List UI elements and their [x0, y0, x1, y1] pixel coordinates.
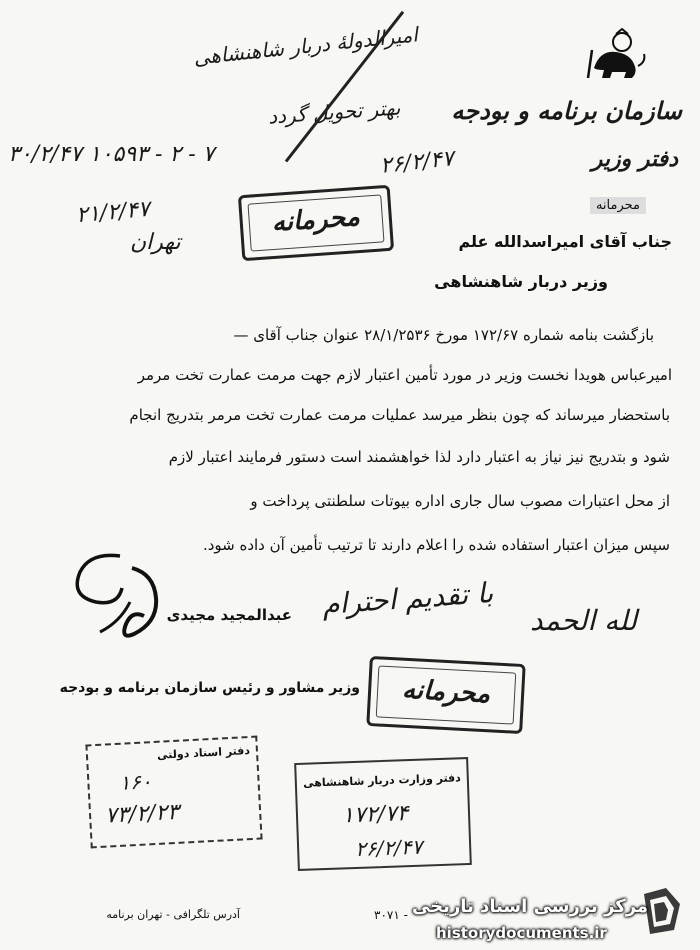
body-line-6: سپس میزان اعتبار استفاده شده را اعلام دارند تا ترتیب تأمین آن داده شود.: [202, 536, 670, 554]
confidential-stamp-top: محرمانه: [238, 185, 394, 261]
watermark-title: مرکز بررسی اسناد تاریخی: [412, 896, 649, 917]
handwritten-note-bottom: لله الحمد: [530, 604, 637, 637]
recipient-name: جناب آقای امیراسدالله علم: [458, 232, 672, 251]
receipt-stamp-left: دفتر اسناد دولتی ۱۶۰ ۷۳/۲/۲۳: [85, 736, 262, 849]
org-name: سازمان برنامه و بودجه: [451, 96, 682, 125]
handwritten-note-line1: امیرالدولهٔ دربار شاهنشاهی: [192, 22, 419, 70]
body-line-5: از محل اعتبارات مصوب سال جاری اداره بیوتات سلطنتی پرداخت و: [250, 492, 670, 510]
body-line-2: امیرعباس هویدا نخست وزیر در مورد تأمین اعتبار لازم جهت مرمت عمارت تخت مرمر: [137, 366, 672, 384]
recipient-title: وزیر دربار شاهنشاهی: [434, 272, 608, 291]
phone-number: ۳۰۷۱ -: [374, 908, 408, 922]
office-name: دفتر وزیر: [591, 146, 678, 172]
signatory-name: عبدالمجید مجیدی: [166, 606, 292, 624]
handwritten-closing: با تقدیم احترام: [321, 576, 495, 621]
handwritten-note-line2: بهتر تحویل گردد: [266, 95, 401, 129]
handwritten-date-right: ۲۶/۲/۴۷: [378, 146, 456, 179]
signatory-title: وزیر مشاور و رئیس سازمان برنامه و بودجه: [59, 680, 360, 696]
handwritten-date-left: ۲۱/۲/۴۷: [75, 196, 151, 229]
signature-scribble: [60, 548, 170, 652]
handwritten-place: تهران: [130, 230, 181, 255]
body-line-4: شود و بتدریج نیز نیاز به اعتبار دارد لذا خواهشمند است دستور فرمایند اعتبار لازم: [168, 448, 670, 466]
confidential-stamp-bottom: محرمانه: [366, 656, 525, 734]
telegraphic-address: آدرس تلگرافی - تهران برنامه: [106, 908, 240, 921]
lion-and-sun-emblem-icon: [586, 28, 648, 84]
watermark-url: historydocuments.ir: [436, 924, 607, 942]
classification-label: محرمانه: [590, 197, 646, 214]
body-line-1: بازگشت بنامه شماره ۱۷۲/۶۷ مورخ ۲۸/۱/۲۵۳۶ عنوان جناب آقای —: [233, 326, 654, 344]
handwritten-reference-number: ۳۰/۲/۴۷ ۱۰۵۹۳ - ۲ - ۷: [8, 142, 215, 167]
body-line-3: باستحضار میرساند که چون بنظر میرسد عملیات مرمت عمارت تخت مرمر بتدریج انجام: [129, 406, 670, 424]
receipt-stamp-right: دفتر وزارت دربار شاهنشاهی ۱۷۲/۷۴ ۲۶/۲/۴۷: [294, 757, 472, 871]
